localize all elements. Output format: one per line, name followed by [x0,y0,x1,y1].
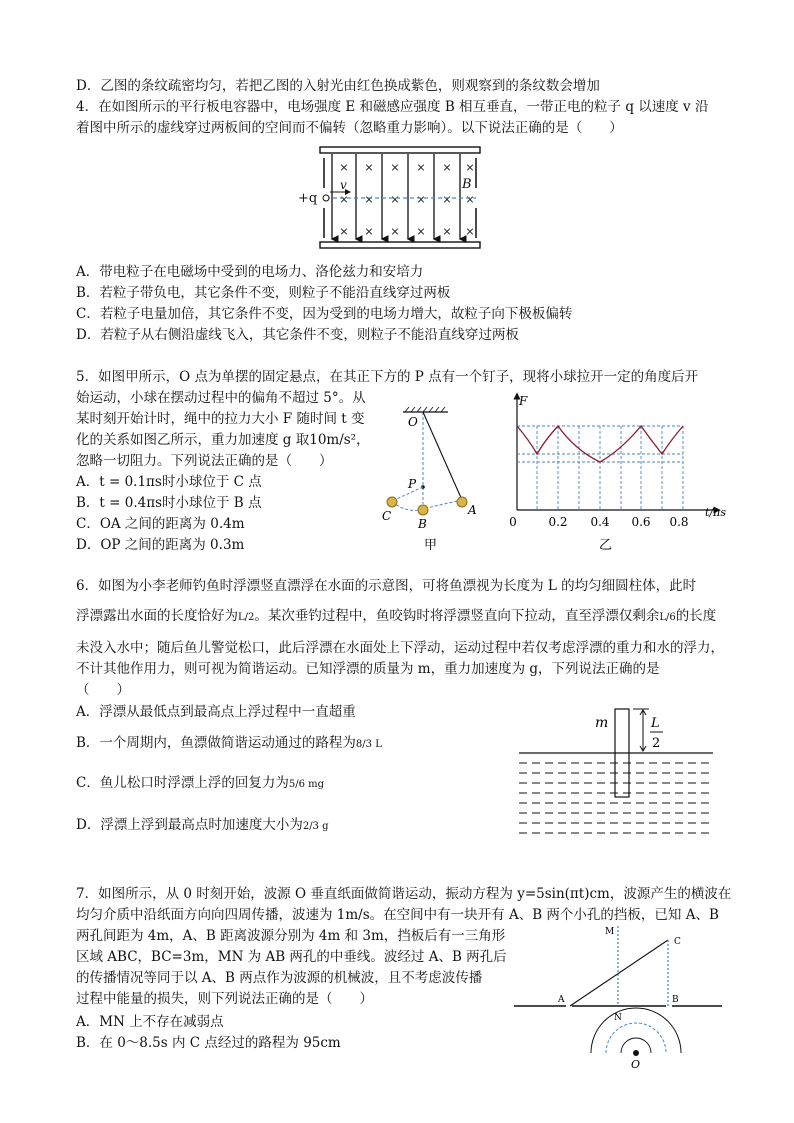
svg-text:0.8: 0.8 [669,515,689,529]
svg-text:2: 2 [652,736,661,751]
q6-stem-line-4: 不计其他作用力，则可视为简谐运动。已知浮漂的质量为 m，重力加速度为 g，下列说法正确的是 [76,661,660,677]
svg-text:×: × [442,161,452,174]
svg-text:×: × [339,161,349,174]
q5-pendulum-figure [378,404,493,556]
svg-text:0.6: 0.6 [631,515,651,529]
q5-stem-line-3: 某时刻开始计时，绳中的拉力大小 F 随时间 t 变 [76,411,365,427]
svg-text:×: × [390,161,400,174]
svg-text:×: × [465,161,475,174]
svg-text:N: N [614,1013,622,1023]
svg-text:F: F [519,394,528,408]
q6-option-a: A．浮漂从最低点到最高点上浮过程中一直超重 [76,704,356,720]
q5-stem-line-2: 始运动，小球在摆动过程中的偏角不超过 5°。从 [76,390,366,406]
svg-text:×: × [390,193,400,206]
svg-text:B: B [672,995,679,1005]
q4-stem-line-2: 着图中所示的虚线穿过两板间的空间而不偏转（忽略重力影响）。以下说法正确的是（ ） [76,120,623,136]
q4-capacitor-figure [290,142,490,254]
field-b-label: B [462,177,472,192]
q6-option-d: D．浮漂上浮到最高点时加速度大小为2/3 g [76,817,329,833]
svg-text:×: × [390,225,400,238]
svg-text:×: × [442,225,452,238]
svg-text:A: A [558,995,565,1005]
svg-text:O: O [408,415,418,429]
svg-text:×: × [364,193,374,206]
charge-label: +q [298,191,318,206]
svg-text:M: M [605,927,615,937]
svg-text:×: × [416,193,426,206]
q7-stem-line-2: 均匀介质中沿纸面方向向四周传播，波速为 1m/s。在空间中有一块开有 A、B 两个小孔的挡板，已知 A、B [76,907,719,923]
svg-text:×: × [442,193,452,206]
svg-text:×: × [416,161,426,174]
q6-stem-line-5: （ ） [76,682,130,698]
q7-stem-line-5: 的传播情况等同于以 A、B 两点作为波源的机械波，且不考虑波传播 [76,970,483,986]
q5-stem-line-1: 5．如图甲所示，O 点为单摆的固定悬点，在其正下方的 P 点有一个钉子，现将小球拉开一定的角度后开 [76,369,699,385]
q4-option-a: A．带电粒子在电磁场中受到的电场力、洛伦兹力和安培力 [76,264,424,280]
q7-option-b: B．在 0～8.5s 内 C 点经过的路程为 95cm [76,1035,341,1051]
svg-text:×: × [465,225,475,238]
q7-stem-line-4: 区域 ABC，BC=3m，MN 为 AB 两孔的中垂线。波经过 A、B 两孔后 [76,949,507,965]
q7-wave-figure [510,920,730,1072]
q5-option-a: A．t = 0.1πs时小球位于 C 点 [76,474,262,490]
q7-option-a: A．MN 上不存在减弱点 [76,1014,224,1030]
q6-float-figure [515,705,715,837]
q6-option-c: C．鱼儿松口时浮漂上浮的回复力为5/6 mg [76,775,324,791]
q5-stem-line-4: 化的关系如图乙所示，重力加速度 g 取10m/s²， [76,432,370,448]
svg-text:O: O [631,1058,641,1071]
svg-text:甲: 甲 [424,538,438,553]
q4-option-b: B．若粒子带负电，其它条件不变，则粒子不能沿直线穿过两板 [76,285,451,301]
q6-option-b: B．一个周期内，鱼漂做简谐运动通过的路程为8/3 L [76,735,382,751]
q6-stem-line-3: 未没入水中；随后鱼儿警觉松口，此后浮漂在水面处上下浮动，运动过程中若仅考虑浮漂的重力和水的浮力， [76,640,724,656]
q6-stem-line-1: 6．如图为小李老师钓鱼时浮漂竖直漂浮在水面的示意图，可将鱼漂视为长度为 L 的均匀细圆柱体，此时 [76,578,697,594]
svg-text:0.2: 0.2 [548,515,568,529]
svg-text:m: m [595,715,609,731]
lower-plate [320,242,480,248]
svg-text:0: 0 [509,515,517,529]
q7-stem-line-6: 过程中能量的损失，则下列说法正确的是（ ） [76,991,373,1007]
svg-text:P: P [408,477,417,491]
upper-plate [320,147,480,153]
q7-stem-line-1: 7．如图所示，从 0 时刻开始，波源 O 垂直纸面做简谐运动，振动方程为 y=5sin(πt)cm，波源产生的横波在 [76,886,732,902]
q5-stem-line-5: 忽略一切阻力。下列说法正确的是（ ） [76,453,333,469]
q6-stem-line-2: 浮漂露出水面的长度恰好为L/2。某次垂钓过程中，鱼咬钩时将浮漂竖直向下拉动，直至浮漂仅剩余L/6的长度 [76,608,717,624]
svg-text:×: × [465,193,475,206]
svg-text:0.4: 0.4 [590,515,610,529]
svg-text:L: L [651,716,660,731]
svg-text:×: × [339,225,349,238]
svg-text:乙: 乙 [599,538,613,553]
svg-text:C: C [382,509,392,523]
svg-text:×: × [364,225,374,238]
svg-text:A: A [468,503,477,517]
svg-text:×: × [416,225,426,238]
q5-option-c: C．OA 之间的距离为 0.4m [76,516,245,532]
q4-stem-line-1: 4．在如图所示的平行板电容器中，电场强度 E 和磁感应强度 B 相互垂直，一带正电的粒子 q 以速度 v 沿 [76,99,709,115]
velocity-label: v [340,178,347,192]
q5-option-b: B．t = 0.4πs时小球位于 B 点 [76,495,262,511]
q5-force-time-graph [505,392,730,558]
svg-text:C: C [674,937,681,947]
svg-text:×: × [364,161,374,174]
svg-text:t/πs: t/πs [705,506,727,519]
q3-option-d: D．乙图的条纹疏密均匀，若把乙图的入射光由红色换成紫色，则观察到的条纹数会增加 [76,78,600,94]
q4-option-c: C．若粒子电量加倍，其它条件不变，因为受到的电场力增大，故粒子向下极板偏转 [76,306,573,322]
q7-stem-line-3: 两孔间距为 4m，A、B 距离波源分别为 4m 和 3m，挡板后有一三角形 [76,928,506,944]
q5-option-d: D．OP 之间的距离为 0.3m [76,537,245,553]
q4-option-d: D．若粒子从右侧沿虚线飞入，其它条件不变，则粒子不能沿直线穿过两板 [76,327,519,343]
svg-text:B: B [418,517,427,531]
svg-text:×: × [339,193,349,206]
